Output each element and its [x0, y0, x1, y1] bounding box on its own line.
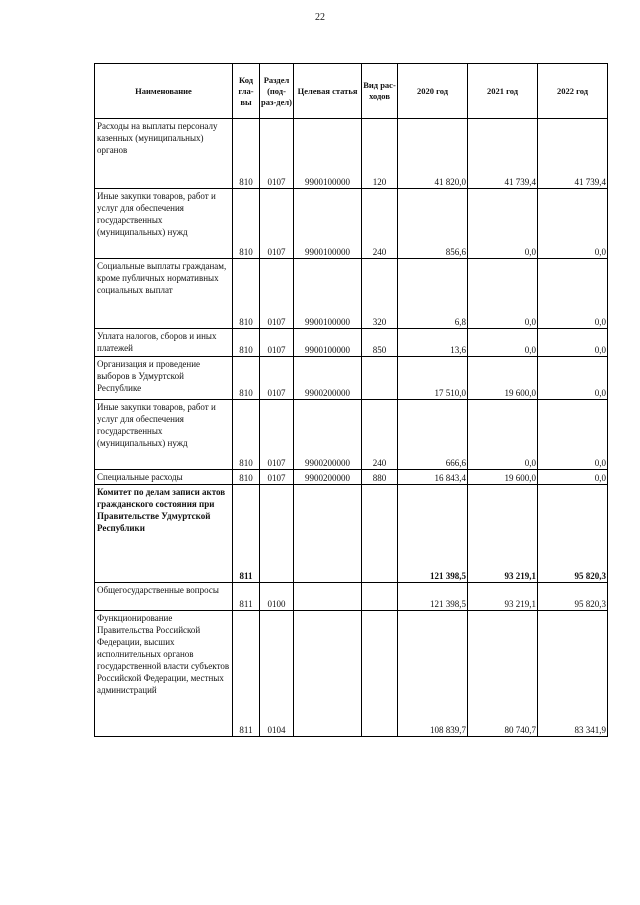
row-2020: 121 398,5: [398, 583, 468, 611]
header-2022: 2022 год: [538, 64, 608, 119]
row-statya: 9900100000: [294, 119, 362, 189]
row-vid: [362, 583, 398, 611]
table-row: [95, 583, 608, 611]
row-2021: 41 739,4: [468, 119, 538, 189]
row-razdel: 0107: [260, 357, 294, 400]
row-2021: 19 600,0: [468, 357, 538, 400]
row-2022: 95 820,3: [538, 485, 608, 583]
row-name: Иные закупки товаров, работ и услуг для обеспечения государственных (муниципальных) нужд: [95, 400, 233, 470]
row-2022: 0,0: [538, 400, 608, 470]
row-2022: 41 739,4: [538, 119, 608, 189]
header-row: [95, 64, 608, 119]
row-2021: 80 740,7: [468, 611, 538, 737]
row-vid: [362, 357, 398, 400]
row-razdel: 0107: [260, 189, 294, 259]
row-name: Расходы на выплаты персоналу казенных (муниципальных) органов: [95, 119, 233, 189]
table-row: [95, 357, 608, 400]
row-razdel: 0107: [260, 259, 294, 329]
row-vid: 240: [362, 189, 398, 259]
row-vid: 320: [362, 259, 398, 329]
row-statya: 9900100000: [294, 329, 362, 357]
row-kod: 810: [233, 119, 260, 189]
row-2022: 0,0: [538, 259, 608, 329]
row-razdel: 0107: [260, 119, 294, 189]
row-vid: [362, 611, 398, 737]
header-2021: 2021 год: [468, 64, 538, 119]
row-razdel: 0107: [260, 400, 294, 470]
row-name: Специальные расходы: [95, 470, 233, 485]
row-statya: [294, 485, 362, 583]
table-row: [95, 400, 608, 470]
row-kod: 811: [233, 611, 260, 737]
row-2020: 121 398,5: [398, 485, 468, 583]
row-2022: 95 820,3: [538, 583, 608, 611]
row-2022: 0,0: [538, 189, 608, 259]
row-2020: 41 820,0: [398, 119, 468, 189]
row-2022: 0,0: [538, 357, 608, 400]
row-statya: 9900100000: [294, 189, 362, 259]
header-kod: Код гла-вы: [233, 64, 260, 119]
row-kod: 811: [233, 583, 260, 611]
row-kod: 811: [233, 485, 260, 583]
row-statya: 9900200000: [294, 470, 362, 485]
row-kod: 810: [233, 357, 260, 400]
table-row: [95, 470, 608, 485]
row-2021: 0,0: [468, 329, 538, 357]
row-2020: 13,6: [398, 329, 468, 357]
header-statya: Целевая статья: [294, 64, 362, 119]
row-2021: 0,0: [468, 400, 538, 470]
row-kod: 810: [233, 259, 260, 329]
row-statya: 9900200000: [294, 357, 362, 400]
row-kod: 810: [233, 470, 260, 485]
row-kod: 810: [233, 400, 260, 470]
row-name: Организация и проведение выборов в Удмуртской Республике: [95, 357, 233, 400]
row-2021: 0,0: [468, 189, 538, 259]
row-razdel: 0104: [260, 611, 294, 737]
row-2020: 108 839,7: [398, 611, 468, 737]
row-vid: 880: [362, 470, 398, 485]
row-2020: 6,8: [398, 259, 468, 329]
row-kod: 810: [233, 189, 260, 259]
row-2022: 0,0: [538, 470, 608, 485]
row-name: Комитет по делам записи актов гражданского состояния при Правительстве Удмуртской Республики: [95, 485, 233, 583]
row-name: Общегосударственные вопросы: [95, 583, 233, 611]
row-2022: 0,0: [538, 329, 608, 357]
row-2021: 93 219,1: [468, 583, 538, 611]
budget-table: [94, 63, 608, 737]
table-row: [95, 611, 608, 737]
row-name: Функционирование Правительства Российской Федерации, высших исполнительных органов государственной власти субъектов Российской Федерации, местных администраций: [95, 611, 233, 737]
row-2021: 0,0: [468, 259, 538, 329]
row-statya: 9900100000: [294, 259, 362, 329]
row-vid: 240: [362, 400, 398, 470]
row-2020: 666,6: [398, 400, 468, 470]
row-name: Уплата налогов, сборов и иных платежей: [95, 329, 233, 357]
table-row: [95, 329, 608, 357]
row-2020: 16 843,4: [398, 470, 468, 485]
table-row: [95, 189, 608, 259]
row-vid: 120: [362, 119, 398, 189]
row-razdel: 0107: [260, 329, 294, 357]
row-2021: 93 219,1: [468, 485, 538, 583]
header-vid: Вид рас-ходов: [362, 64, 398, 119]
row-kod: 810: [233, 329, 260, 357]
header-razdel: Раздел (под-раз-дел): [260, 64, 294, 119]
row-2021: 19 600,0: [468, 470, 538, 485]
row-razdel: [260, 485, 294, 583]
table-row: [95, 259, 608, 329]
row-name: Иные закупки товаров, работ и услуг для обеспечения государственных (муниципальных) нужд: [95, 189, 233, 259]
row-razdel: 0107: [260, 470, 294, 485]
row-vid: 850: [362, 329, 398, 357]
table-row: [95, 119, 608, 189]
header-name: Наименование: [95, 64, 233, 119]
row-2020: 856,6: [398, 189, 468, 259]
row-2022: 83 341,9: [538, 611, 608, 737]
row-statya: [294, 611, 362, 737]
row-statya: 9900200000: [294, 400, 362, 470]
row-statya: [294, 583, 362, 611]
page-number: 22: [315, 12, 325, 23]
header-2020: 2020 год: [398, 64, 468, 119]
table-row: [95, 485, 608, 583]
row-2020: 17 510,0: [398, 357, 468, 400]
row-name: Социальные выплаты гражданам, кроме публичных нормативных социальных выплат: [95, 259, 233, 329]
row-razdel: 0100: [260, 583, 294, 611]
row-vid: [362, 485, 398, 583]
